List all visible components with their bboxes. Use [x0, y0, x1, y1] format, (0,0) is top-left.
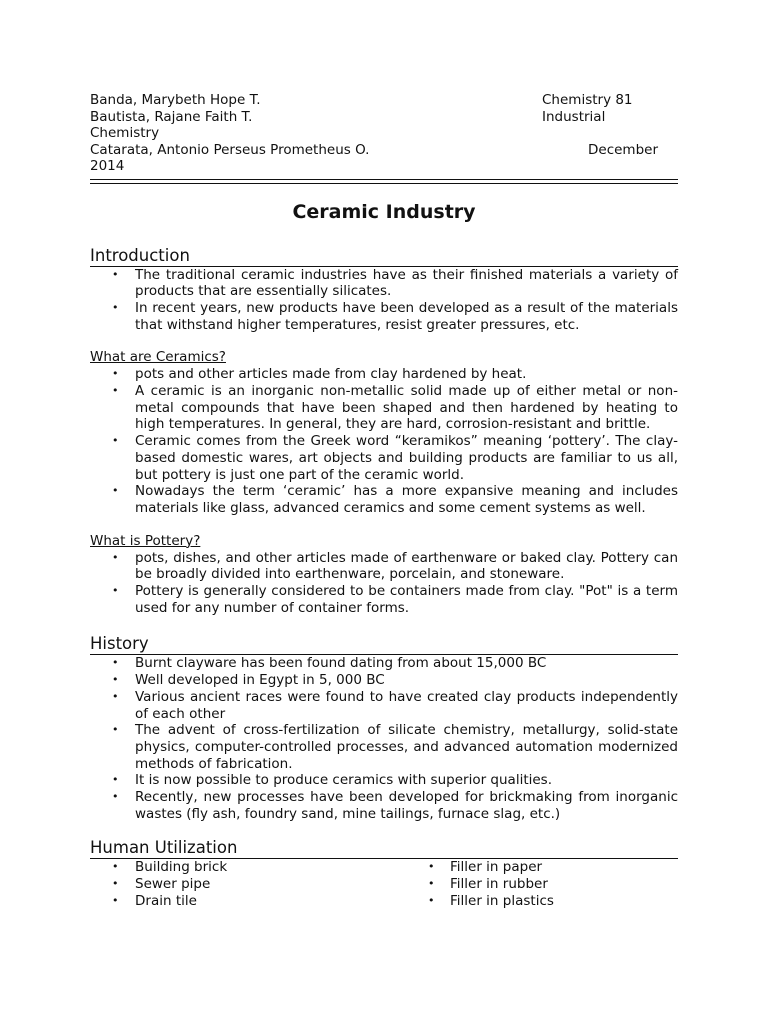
list-item: • Burnt clayware has been found dating from about 15,000 BC	[90, 655, 678, 672]
section-heading: History	[90, 634, 149, 654]
course-subject: Industrial	[542, 108, 606, 125]
list-item: • A ceramic is an inorganic non-metallic solid made up of either metal or non-metal compounds that have been shaped and then hardened by heating to high temperatures. In general, they are hard, corrosion-resistant and brittle.	[90, 383, 678, 433]
section-heading: Introduction	[90, 245, 190, 265]
author-header	[90, 92, 678, 175]
date-month: December	[588, 141, 659, 158]
date-year: 2014	[90, 158, 125, 174]
list-item: • In recent years, new products have been developed as a result of the materials that withstand higher temperatures, resist greater pressures, etc.	[90, 300, 678, 333]
header-divider	[90, 179, 678, 184]
list-item: • It is now possible to produce ceramics with superior qualities.	[90, 772, 678, 789]
history-list	[90, 655, 678, 822]
list-item: • Building brick	[90, 859, 384, 876]
human-utilization-section	[90, 838, 678, 909]
what-is-pottery-section	[90, 533, 678, 617]
list-item: • Drain tile	[90, 893, 384, 910]
pottery-list	[90, 550, 678, 617]
author-name: Bautista, Rajane Faith T.	[90, 108, 253, 125]
list-item: • Recently, new processes have been developed for brickmaking from inorganic wastes (fly ash, foundry sand, mine tailings, furnace slag, etc.)	[90, 789, 678, 822]
ceramics-list	[90, 366, 678, 516]
list-item: • pots, dishes, and other articles made of earthenware or baked clay. Pottery can be broadly divided into earthenware, porcelain, and stoneware.	[90, 550, 678, 583]
list-item: • Pottery is generally considered to be containers made from clay. "Pot" is a term used for any number of container forms.	[90, 583, 678, 616]
subsection-heading: What are Ceramics?	[90, 349, 226, 366]
page-title: Ceramic Industry	[292, 200, 476, 223]
list-item: • Ceramic comes from the Greek word “keramikos” meaning ‘pottery’. The clay-based domestic wares, art objects and building products are familiar to us all, but pottery is just one part of the ceramic world.	[90, 433, 678, 483]
list-item: • The advent of cross-fertilization of silicate chemistry, metallurgy, solid-state physics, computer-controlled processes, and advanced automation modernized methods of fabrication.	[90, 722, 678, 772]
list-item: • Sewer pipe	[90, 876, 384, 893]
section-heading: Human Utilization	[90, 838, 238, 858]
list-item: • Filler in rubber	[384, 876, 678, 893]
introduction-section	[90, 246, 678, 334]
introduction-list	[90, 267, 678, 334]
document-page	[90, 92, 678, 910]
course-subject-continued: Chemistry	[90, 125, 160, 141]
list-item: • Filler in plastics	[384, 893, 678, 910]
list-item: • Well developed in Egypt in 5, 000 BC	[90, 672, 678, 689]
utilization-list-right	[384, 859, 678, 909]
utilization-columns	[90, 859, 678, 909]
list-item: • Various ancient races were found to have created clay products independently of each other	[90, 689, 678, 722]
course-name: Chemistry 81	[542, 92, 633, 108]
author-name: Banda, Marybeth Hope T.	[90, 92, 261, 108]
utilization-list-left	[90, 859, 384, 909]
what-are-ceramics-section	[90, 349, 678, 516]
list-item: • Filler in paper	[384, 859, 678, 876]
list-item: • The traditional ceramic industries have as their finished materials a variety of products that are essentially silicates.	[90, 267, 678, 300]
list-item: • pots and other articles made from clay hardened by heat.	[90, 366, 678, 383]
author-name: Catarata, Antonio Perseus Prometheus O.	[90, 141, 370, 158]
subsection-heading: What is Pottery?	[90, 532, 201, 549]
history-section	[90, 634, 678, 822]
list-item: • Nowadays the term ‘ceramic’ has a more expansive meaning and includes materials like glass, advanced ceramics and some cement systems as well.	[90, 483, 678, 516]
